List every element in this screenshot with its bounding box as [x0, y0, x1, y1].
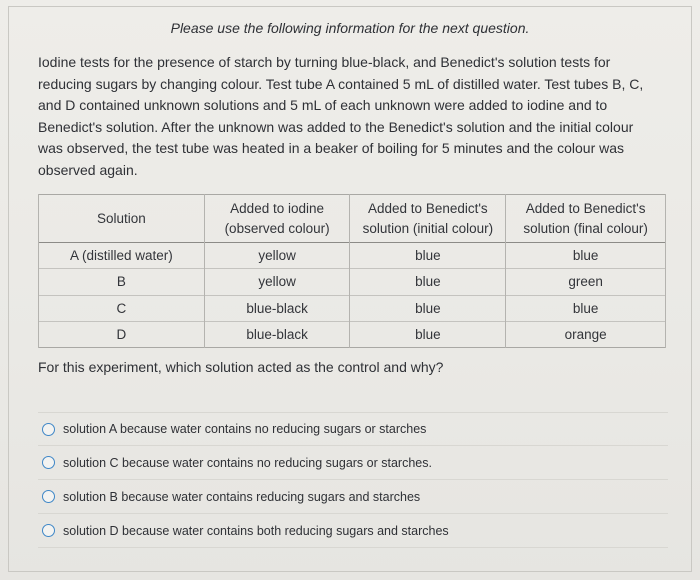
table-cell: A (distilled water): [39, 243, 205, 269]
table-cell: blue: [506, 243, 666, 269]
radio-button[interactable]: [42, 524, 55, 537]
table-header-row: [39, 195, 666, 243]
header-iodine: Added to iodine (observed colour): [204, 195, 350, 243]
table-cell: blue-black: [204, 295, 350, 321]
intro-paragraph: [38, 52, 678, 181]
intro-line: Iodine tests for the presence of starch by turning blue-black, and Benedict's solution tests for: [38, 54, 611, 70]
answer-option-b[interactable]: [38, 446, 668, 480]
header-benedicts-final: Added to Benedict's solution (final colour): [506, 195, 666, 243]
intro-line: observed again.: [38, 161, 138, 178]
header-benedicts-initial: Added to Benedict's solution (initial colour): [350, 195, 506, 243]
table-cell: D: [39, 321, 205, 347]
table-cell: B: [39, 269, 205, 295]
question-text: For this experiment, which solution acted as the control and why?: [38, 359, 444, 375]
table-row: [39, 243, 666, 269]
table-cell: blue-black: [204, 321, 350, 347]
answer-option-a[interactable]: [38, 412, 668, 446]
page-heading: Please use the following information for the next question.: [170, 20, 530, 36]
intro-line: and D contained unknown solutions and 5 mL of each unknown were added to iodine and to: [38, 97, 608, 113]
option-label: solution C because water contains no reducing sugars or starches.: [63, 455, 432, 470]
option-label: solution B because water contains reducing sugars and starches: [63, 489, 421, 504]
option-label: solution D because water contains both reducing sugars and starches: [63, 523, 449, 538]
table-cell: yellow: [204, 243, 350, 269]
radio-button[interactable]: [42, 456, 55, 469]
table-cell: C: [39, 295, 205, 321]
table-cell: blue: [350, 269, 506, 295]
results-table: [38, 194, 666, 348]
table-cell: yellow: [204, 269, 350, 295]
table-cell: blue: [506, 295, 666, 321]
option-label: solution A because water contains no reducing sugars or starches: [63, 422, 427, 436]
intro-line: was observed, the test tube was heated in a beaker of boiling for 5 minutes and the colour was: [38, 140, 625, 156]
answer-option-c[interactable]: [38, 480, 668, 514]
table-row: [39, 269, 666, 295]
radio-button[interactable]: [42, 423, 55, 436]
table-cell: green: [506, 269, 666, 295]
table-cell: blue: [350, 243, 506, 269]
intro-line: reducing sugars by changing colour. Test tube A contained 5 mL of distilled water. Test tubes B, C,: [38, 75, 644, 92]
table-cell: blue: [350, 295, 506, 321]
table-row: [39, 321, 666, 347]
radio-button[interactable]: [42, 490, 55, 503]
header-solution: Solution: [39, 195, 205, 243]
answer-option-d[interactable]: [38, 514, 668, 548]
answer-options: [38, 412, 668, 548]
table-cell: blue: [350, 321, 506, 347]
table-row: [39, 295, 666, 321]
table-cell: orange: [506, 321, 666, 347]
intro-line: Benedict's solution. After the unknown was added to the Benedict's solution and the initial colour: [38, 118, 634, 135]
